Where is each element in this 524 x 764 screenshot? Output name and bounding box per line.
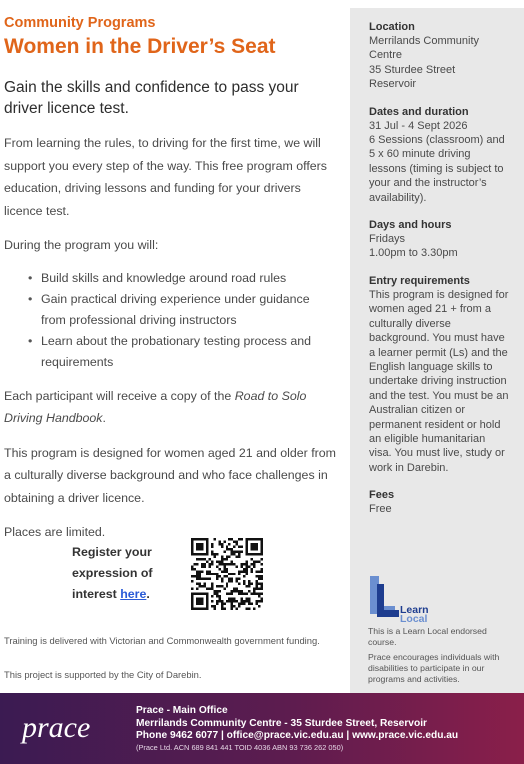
office-name: Prace - Main Office xyxy=(136,705,228,716)
dates-block xyxy=(369,105,510,205)
footer-info xyxy=(136,705,458,753)
fees-block xyxy=(369,488,510,516)
hours-value: 1.00pm to 3.30pm xyxy=(369,247,458,260)
disability-note: Prace encourages individuals with disabilities to participate in our programs and activities. xyxy=(368,652,500,684)
learn-local-logo-icon xyxy=(368,574,448,622)
location-heading: Location xyxy=(369,21,415,33)
dates-range: 31 Jul - 4 Sept 2026 xyxy=(369,119,468,132)
days-heading: Days and hours xyxy=(369,219,452,232)
handbook-suffix: . xyxy=(102,411,106,425)
entry-block xyxy=(369,274,510,475)
learn-local-word: Learn xyxy=(400,604,429,616)
funding-note: Training is delivered with Victorian and Commonwealth government funding. xyxy=(4,635,320,646)
during-paragraph: During the program you will: xyxy=(4,238,159,252)
fees-value: Free xyxy=(369,503,392,516)
benefits-list xyxy=(4,268,336,373)
entry-heading: Entry requirements xyxy=(369,274,470,287)
eyebrow: Community Programs xyxy=(4,15,156,31)
limited-paragraph: Places are limited. xyxy=(4,525,106,539)
register-callout xyxy=(72,542,182,605)
location-line: 35 Sturdee Street xyxy=(369,63,456,76)
subtitle: Gain the skills and confidence to pass your driver licence test. xyxy=(4,79,299,117)
main-content xyxy=(4,14,336,544)
learn-local-word: Local xyxy=(400,613,428,622)
page-title: Women in the Driver’s Seat xyxy=(4,35,276,58)
location-line: Reservoir xyxy=(369,78,417,91)
support-note: This project is supported by the City of Darebin. xyxy=(4,669,202,680)
office-address: Merrilands Community Centre - 35 Sturdee Street, Reservoir xyxy=(136,717,427,729)
prace-logo-icon xyxy=(20,705,116,751)
endorsed-note: This is a Learn Local endorsed course. xyxy=(368,626,487,647)
prace-logo-text: prace xyxy=(22,711,91,744)
list-item: • Gain practical driving experience under guidance from professional driving instructors xyxy=(30,289,336,331)
register-text: Register your expression of interest xyxy=(72,545,153,601)
office-contact: Phone 9462 6077 | office@prace.vic.edu.au | www.prace.vic.edu.au xyxy=(136,730,459,741)
eligibility-paragraph: This program is designed for women aged 21 and older from a culturally diverse background and who face challenges in obtaining a driver licence. xyxy=(4,445,336,505)
register-here-link[interactable]: here xyxy=(120,587,147,601)
days-value: Fridays xyxy=(369,233,406,246)
footer xyxy=(0,693,524,764)
handbook-prefix: Each participant will receive a copy of the xyxy=(4,388,235,403)
location-block xyxy=(369,20,510,92)
handbook-paragraph xyxy=(4,385,336,430)
list-item: • Learn about the probationary testing process and requirements xyxy=(30,331,336,373)
list-item: • Build skills and knowledge around road rules xyxy=(30,268,336,289)
fees-heading: Fees xyxy=(369,489,395,502)
qr-code-icon[interactable] xyxy=(191,538,263,610)
sidebar xyxy=(350,8,524,693)
legal-line: (Prace Ltd. ACN 689 841 441 TOID 4036 ABN 93 736 262 050) xyxy=(136,742,344,752)
handbook-title: Road to Solo Driving Handbook xyxy=(4,388,307,425)
register-end: . xyxy=(146,587,150,601)
entry-value: This program is designed for women aged 21 + from a culturally diverse background. You must have a learner permit (Ls) and the English language skills to undertake driving instruction and the test. You must be an Australian citizen or permanent resident or hold an eligible humanitarian visa. You must live, study or work in Darebin. xyxy=(369,288,509,474)
days-block xyxy=(369,218,510,261)
intro-paragraph: From learning the rules, to driving for the first time, we will support you every step of the way. This free program offers education, driving lessons and funding for your drivers licence test. xyxy=(4,136,328,218)
dates-detail: 6 Sessions (classroom) and 5 x 60 minute driving lessons (timing is subject to your and the instructor’s availability). xyxy=(369,134,505,204)
location-line: Merrilands Community Centre xyxy=(369,35,480,62)
dates-heading: Dates and duration xyxy=(369,105,469,118)
